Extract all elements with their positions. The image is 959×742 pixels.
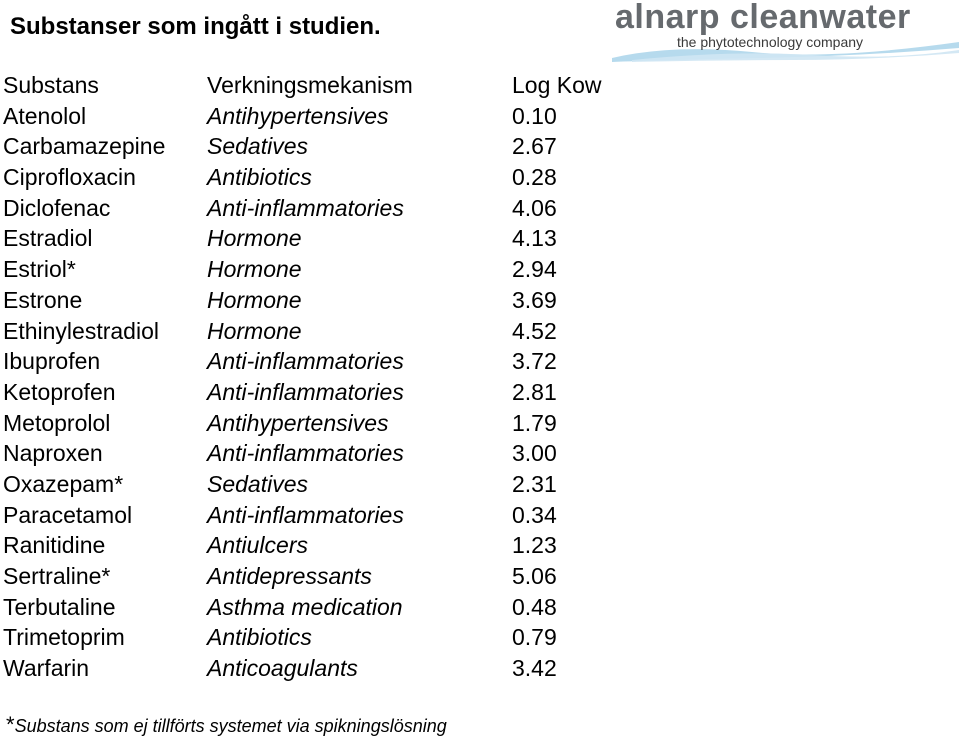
cell-log-kow: 1.79 <box>512 409 557 436</box>
cell-mechanism: Hormone <box>207 256 302 283</box>
table-row <box>3 131 643 162</box>
cell-log-kow: 2.94 <box>512 256 557 283</box>
substance-table <box>3 70 643 684</box>
table-row <box>3 162 643 193</box>
cell-substance: Atenolol <box>3 102 87 129</box>
header-mechanism: Verkningsmekanism <box>207 72 413 98</box>
footnote-marker: * <box>6 712 15 737</box>
cell-log-kow: 3.00 <box>512 440 557 467</box>
table-row <box>3 622 643 653</box>
table-row <box>3 592 643 623</box>
cell-mechanism: Antibiotics <box>207 624 312 651</box>
table-row <box>3 254 643 285</box>
cell-log-kow: 5.06 <box>512 563 557 589</box>
header-substance: Substans <box>3 72 99 98</box>
cell-mechanism: Anti-inflammatories <box>207 378 404 405</box>
cell-substance: Ibuprofen <box>3 348 101 375</box>
table-row <box>3 653 643 684</box>
cell-substance: Ranitidine <box>3 532 106 559</box>
cell-substance: Ethinylestradiol <box>3 317 159 344</box>
cell-substance: Ciprofloxacin <box>3 164 136 191</box>
cell-mechanism: Anti-inflammatories <box>207 440 404 467</box>
cell-substance: Warfarin <box>3 655 90 682</box>
table-row <box>3 438 643 469</box>
table-row <box>3 561 643 592</box>
cell-mechanism: Hormone <box>207 225 302 252</box>
table-row <box>3 193 643 224</box>
table-row <box>3 408 643 439</box>
cell-mechanism: Anti-inflammatories <box>207 501 404 528</box>
cell-log-kow: 3.69 <box>512 286 557 313</box>
cell-substance: Metoprolol <box>3 409 111 436</box>
cell-substance: Estriol* <box>3 256 76 283</box>
cell-mechanism: Hormone <box>207 317 302 344</box>
footnote <box>6 712 447 738</box>
cell-mechanism: Anticoagulants <box>207 655 358 682</box>
cell-mechanism: Antiulcers <box>207 532 308 559</box>
logo-name: alnarp cleanwater <box>615 0 911 36</box>
cell-substance: Ketoprofen <box>3 378 116 405</box>
table-row <box>3 346 643 377</box>
table-row <box>3 377 643 408</box>
cell-mechanism: Sedatives <box>207 133 309 160</box>
cell-log-kow: 4.13 <box>512 225 557 252</box>
table-row <box>3 101 643 132</box>
cell-log-kow: 0.10 <box>512 102 557 129</box>
cell-mechanism: Antibiotics <box>207 164 312 191</box>
footnote-text: Substans som ej tillförts systemet via spikningslösning <box>14 716 447 736</box>
table-row <box>3 285 643 316</box>
cell-log-kow: 0.79 <box>512 624 557 651</box>
cell-log-kow: 2.67 <box>512 133 557 160</box>
company-logo <box>612 0 959 62</box>
cell-mechanism: Antihypertensives <box>207 102 389 129</box>
cell-substance: Estrone <box>3 286 83 313</box>
header-log-kow: Log Kow <box>512 72 602 98</box>
table-row <box>3 530 643 561</box>
cell-log-kow: 3.42 <box>512 655 557 682</box>
cell-log-kow: 2.81 <box>512 378 557 405</box>
cell-substance: Diclofenac <box>3 194 111 221</box>
cell-mechanism: Antihypertensives <box>207 409 389 436</box>
cell-log-kow: 0.48 <box>512 593 557 620</box>
cell-log-kow: 4.06 <box>512 194 557 221</box>
cell-mechanism: Antidepressants <box>207 563 372 589</box>
cell-substance: Sertraline* <box>3 563 111 589</box>
table-header-row <box>3 70 643 101</box>
cell-mechanism: Anti-inflammatories <box>207 348 404 375</box>
cell-log-kow: 2.31 <box>512 470 557 497</box>
table-row <box>3 469 643 500</box>
logo-tagline: the phytotechnology company <box>677 34 864 50</box>
cell-mechanism: Sedatives <box>207 470 309 497</box>
cell-substance: Terbutaline <box>3 593 116 620</box>
page-title: Substanser som ingått i studien. <box>10 13 381 40</box>
cell-substance: Oxazepam* <box>3 470 124 497</box>
cell-log-kow: 3.72 <box>512 348 557 375</box>
cell-log-kow: 4.52 <box>512 317 557 344</box>
table-row <box>3 223 643 254</box>
table-row <box>3 316 643 347</box>
cell-substance: Estradiol <box>3 225 93 252</box>
cell-log-kow: 1.23 <box>512 532 557 559</box>
cell-substance: Paracetamol <box>3 501 133 528</box>
cell-log-kow: 0.34 <box>512 501 557 528</box>
cell-mechanism: Hormone <box>207 286 302 313</box>
cell-substance: Carbamazepine <box>3 133 166 160</box>
cell-substance: Trimetoprim <box>3 624 125 651</box>
table-row <box>3 500 643 531</box>
cell-log-kow: 0.28 <box>512 164 557 191</box>
cell-mechanism: Asthma medication <box>207 593 403 620</box>
cell-mechanism: Anti-inflammatories <box>207 194 404 221</box>
cell-substance: Naproxen <box>3 440 103 467</box>
